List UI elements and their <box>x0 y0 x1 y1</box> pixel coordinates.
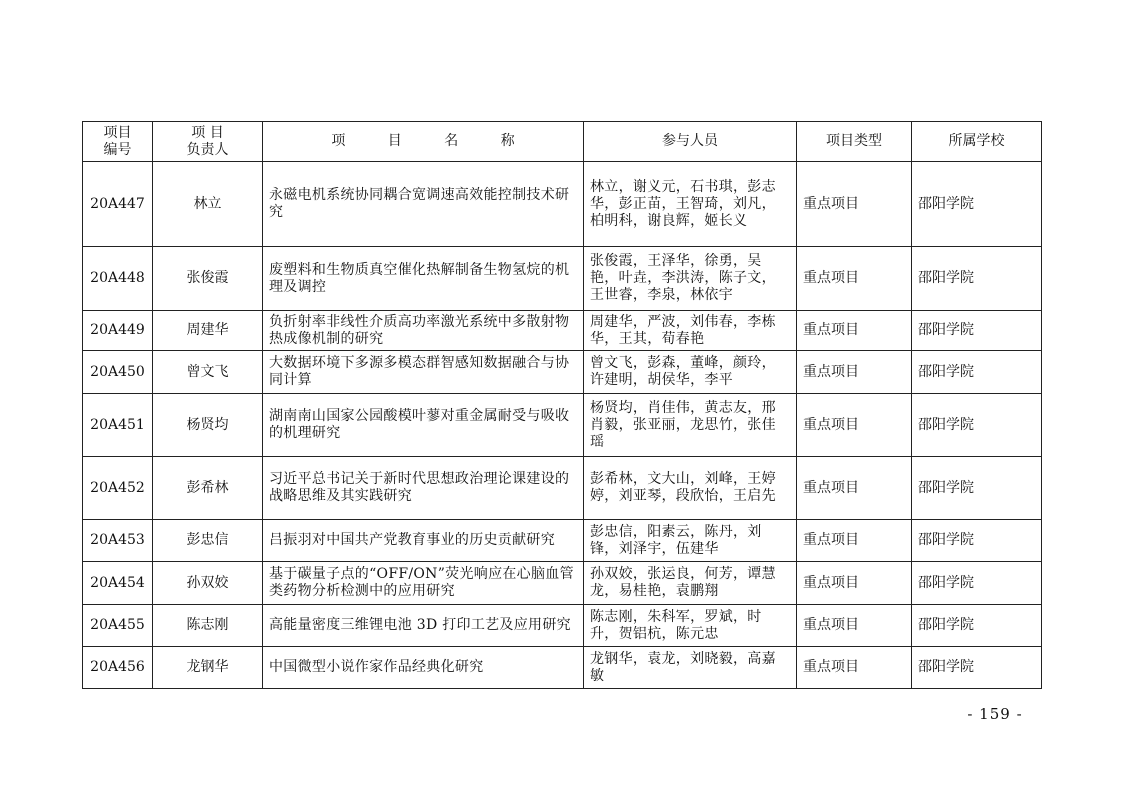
project-members: 曾文飞，彭森，董峰，颜玲，许建明，胡侯华，李平 <box>584 351 797 394</box>
table-row <box>83 520 1042 562</box>
project-leader: 陈志刚 <box>153 605 263 647</box>
project-school: 邵阳学院 <box>912 394 1042 457</box>
project-leader: 周建华 <box>153 311 263 351</box>
project-title: 高能量密度三维锂电池 3D 打印工艺及应用研究 <box>263 605 584 647</box>
project-type: 重点项目 <box>797 311 912 351</box>
project-type: 重点项目 <box>797 394 912 457</box>
project-school: 邵阳学院 <box>912 647 1042 689</box>
project-title: 基于碳量子点的“OFF/ON”荧光响应在心脑血管类药物分析检测中的应用研究 <box>263 562 584 605</box>
project-school: 邵阳学院 <box>912 605 1042 647</box>
project-title: 永磁电机系统协同耦合宽调速高效能控制技术研究 <box>263 162 584 247</box>
table-row <box>83 647 1042 689</box>
header-participants: 参与人员 <box>584 122 797 162</box>
project-title: 湖南南山国家公园酸模叶蓼对重金属耐受与吸收的机理研究 <box>263 394 584 457</box>
project-number: 20A449 <box>83 311 153 351</box>
project-school: 邵阳学院 <box>912 520 1042 562</box>
project-school: 邵阳学院 <box>912 247 1042 311</box>
table-row <box>83 605 1042 647</box>
project-members: 林立，谢义元，石书琪，彭志华，彭正苗，王智琦，刘凡，柏明科，谢良辉，姬长义 <box>584 162 797 247</box>
page-number: - 159 - <box>967 705 1023 723</box>
header-project-number <box>83 122 153 162</box>
project-leader: 彭忠信 <box>153 520 263 562</box>
header-project-leader-line1: 项 目 <box>191 124 224 141</box>
project-school: 邵阳学院 <box>912 311 1042 351</box>
project-title: 习近平总书记关于新时代思想政治理论课建设的战略思维及其实践研究 <box>263 457 584 520</box>
project-number: 20A447 <box>83 162 153 247</box>
project-type: 重点项目 <box>797 647 912 689</box>
project-type: 重点项目 <box>797 562 912 605</box>
project-school: 邵阳学院 <box>912 351 1042 394</box>
project-school: 邵阳学院 <box>912 162 1042 247</box>
project-type: 重点项目 <box>797 457 912 520</box>
project-title: 负折射率非线性介质高功率激光系统中多散射物热成像机制的研究 <box>263 311 584 351</box>
project-title: 中国微型小说作家作品经典化研究 <box>263 647 584 689</box>
table-header-row <box>83 122 1042 162</box>
table-row <box>83 311 1042 351</box>
project-members: 彭忠信，阳素云，陈丹，刘锋，刘泽宇，伍建华 <box>584 520 797 562</box>
table-row <box>83 247 1042 311</box>
project-number: 20A451 <box>83 394 153 457</box>
project-title: 吕振羽对中国共产党教育事业的历史贡献研究 <box>263 520 584 562</box>
project-type: 重点项目 <box>797 247 912 311</box>
project-leader: 杨贤均 <box>153 394 263 457</box>
project-title: 大数据环境下多源多模态群智感知数据融合与协同计算 <box>263 351 584 394</box>
table-row <box>83 394 1042 457</box>
project-number: 20A454 <box>83 562 153 605</box>
header-project-title: 项 目 名 称 <box>263 122 584 162</box>
project-leader: 彭希林 <box>153 457 263 520</box>
project-leader: 张俊霞 <box>153 247 263 311</box>
header-project-type: 项目类型 <box>797 122 912 162</box>
project-type: 重点项目 <box>797 520 912 562</box>
project-members: 彭希林，文大山，刘峰，王婷婷，刘亚琴，段欣怡，王启先 <box>584 457 797 520</box>
project-members: 孙双姣，张运良，何芳，谭慧龙，易桂艳，袁鹏翔 <box>584 562 797 605</box>
project-school: 邵阳学院 <box>912 562 1042 605</box>
project-number: 20A450 <box>83 351 153 394</box>
table-row <box>83 162 1042 247</box>
project-leader: 曾文飞 <box>153 351 263 394</box>
project-school: 邵阳学院 <box>912 457 1042 520</box>
project-type: 重点项目 <box>797 605 912 647</box>
project-members: 周建华，严波，刘伟春，李栋华，王其，荀春艳 <box>584 311 797 351</box>
project-number: 20A452 <box>83 457 153 520</box>
project-number: 20A453 <box>83 520 153 562</box>
header-project-leader-line2: 负责人 <box>186 141 229 158</box>
project-members: 龙钢华，袁龙，刘晓毅，高嘉敏 <box>584 647 797 689</box>
header-school: 所属学校 <box>912 122 1042 162</box>
header-project-leader <box>153 122 263 162</box>
project-number: 20A456 <box>83 647 153 689</box>
project-leader: 龙钢华 <box>153 647 263 689</box>
table-row <box>83 351 1042 394</box>
project-type: 重点项目 <box>797 351 912 394</box>
project-members: 杨贤均，肖佳伟，黄志友，邢肖毅，张亚丽，龙思竹，张佳瑶 <box>584 394 797 457</box>
project-members: 张俊霞，王泽华，徐勇，吴艳，叶垚，李洪涛，陈子文，王世睿，李泉，林依宇 <box>584 247 797 311</box>
header-project-number-line1: 项目 <box>103 124 132 141</box>
table-row <box>83 457 1042 520</box>
project-title: 废塑料和生物质真空催化热解制备生物氢烷的机理及调控 <box>263 247 584 311</box>
project-table <box>82 121 1042 689</box>
project-leader: 孙双姣 <box>153 562 263 605</box>
project-members: 陈志刚，朱科军，罗斌，时升，贺铝杭，陈元忠 <box>584 605 797 647</box>
project-leader: 林立 <box>153 162 263 247</box>
header-project-number-line2: 编号 <box>103 141 132 158</box>
project-number: 20A455 <box>83 605 153 647</box>
table-row <box>83 562 1042 605</box>
project-type: 重点项目 <box>797 162 912 247</box>
project-number: 20A448 <box>83 247 153 311</box>
